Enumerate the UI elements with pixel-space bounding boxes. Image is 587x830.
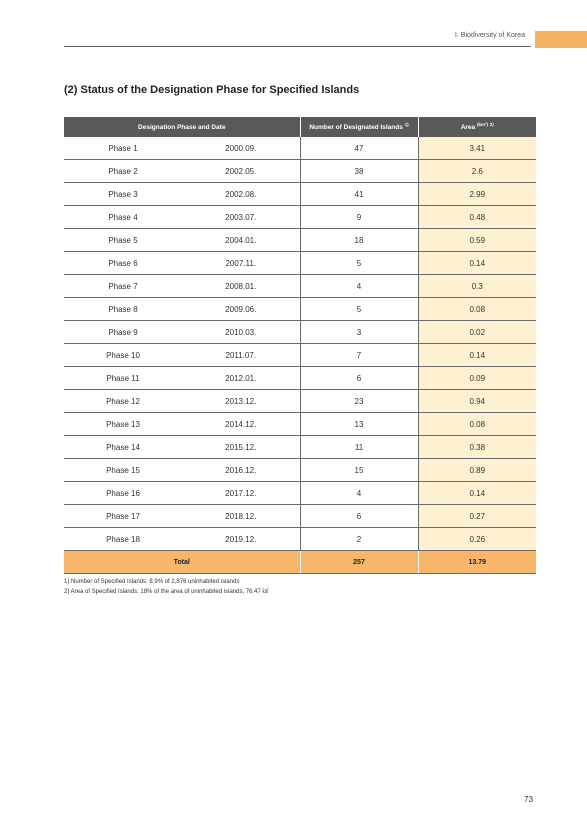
header-area-label: Area	[460, 124, 476, 132]
table-row	[64, 229, 536, 252]
cell-date: 2012.01.	[182, 367, 300, 390]
header-phase-date	[64, 117, 300, 137]
cell-count: 7	[300, 344, 418, 367]
footnote-1: 1) Number of Specified Islands: 8.9% of 2,876 uninhabited islands	[64, 579, 240, 585]
cell-date: 2016.12.	[182, 459, 300, 482]
cell-count: 3	[300, 321, 418, 344]
cell-area: 0.27	[418, 505, 536, 528]
cell-count: 11	[300, 436, 418, 459]
cell-date: 2007.11.	[182, 252, 300, 275]
cell-phase: Phase 14	[64, 436, 182, 459]
cell-area: 0.89	[418, 459, 536, 482]
cell-phase: Phase 16	[64, 482, 182, 505]
cell-count: 38	[300, 160, 418, 183]
footnotes	[64, 577, 268, 597]
designation-table	[64, 117, 536, 574]
chapter-tab-marker	[535, 31, 587, 48]
header-count	[300, 117, 418, 137]
cell-area: 0.26	[418, 528, 536, 551]
table-row	[64, 459, 536, 482]
cell-phase: Phase 1	[64, 137, 182, 160]
table-row	[64, 321, 536, 344]
cell-count: 6	[300, 367, 418, 390]
cell-date: 2013.12.	[182, 390, 300, 413]
cell-count: 47	[300, 137, 418, 160]
cell-area: 0.08	[418, 298, 536, 321]
cell-date: 2018.12.	[182, 505, 300, 528]
cell-phase: Phase 15	[64, 459, 182, 482]
section-title: (2) Status of the Designation Phase for Specified Islands	[64, 84, 360, 96]
header-count-label: Number of Designated Islands	[309, 124, 403, 132]
cell-phase: Phase 9	[64, 321, 182, 344]
cell-area: 0.94	[418, 390, 536, 413]
header-count-note: 1)	[404, 122, 409, 128]
cell-area: 0.14	[418, 482, 536, 505]
cell-phase: Phase 5	[64, 229, 182, 252]
cell-phase: Phase 10	[64, 344, 182, 367]
cell-area: 0.38	[418, 436, 536, 459]
table-row	[64, 298, 536, 321]
cell-phase: Phase 7	[64, 275, 182, 298]
table-row	[64, 505, 536, 528]
header-area	[418, 117, 536, 137]
cell-phase: Phase 4	[64, 206, 182, 229]
header-phase-date-label: Designation Phase and Date	[138, 123, 226, 131]
header-area-unit: (km²)	[476, 122, 488, 128]
cell-count: 41	[300, 183, 418, 206]
cell-area: 0.09	[418, 367, 536, 390]
cell-area: 0.3	[418, 275, 536, 298]
total-count: 257	[300, 551, 418, 574]
cell-area: 2.99	[418, 183, 536, 206]
cell-date: 2017.12.	[182, 482, 300, 505]
cell-date: 2002.08.	[182, 183, 300, 206]
cell-phase: Phase 18	[64, 528, 182, 551]
cell-count: 4	[300, 482, 418, 505]
footnote-2: 2) Area of Specified Islands: 18% of the area of uninhabited islands, 76.47 ㎢	[64, 589, 269, 595]
cell-date: 2008.01.	[182, 275, 300, 298]
total-label: Total	[64, 551, 300, 574]
cell-phase: Phase 6	[64, 252, 182, 275]
table-row	[64, 482, 536, 505]
cell-count: 5	[300, 298, 418, 321]
table-row	[64, 137, 536, 160]
cell-phase: Phase 8	[64, 298, 182, 321]
total-row	[64, 551, 536, 574]
cell-area: 2.6	[418, 160, 536, 183]
table-header-row	[64, 117, 536, 137]
cell-date: 2004.01.	[182, 229, 300, 252]
table-row	[64, 252, 536, 275]
cell-area: 3.41	[418, 137, 536, 160]
table-row	[64, 206, 536, 229]
cell-phase: Phase 2	[64, 160, 182, 183]
table-row	[64, 160, 536, 183]
table-row	[64, 390, 536, 413]
cell-date: 2002.05.	[182, 160, 300, 183]
cell-date: 2009.06.	[182, 298, 300, 321]
table-row	[64, 183, 536, 206]
header-area-note: 2)	[489, 122, 494, 128]
cell-count: 9	[300, 206, 418, 229]
table-row	[64, 436, 536, 459]
cell-phase: Phase 11	[64, 367, 182, 390]
page-number: 73	[524, 795, 533, 804]
table-row	[64, 528, 536, 551]
cell-area: 0.48	[418, 206, 536, 229]
cell-date: 2011.07.	[182, 344, 300, 367]
cell-area: 0.08	[418, 413, 536, 436]
total-area: 13.79	[418, 551, 536, 574]
cell-phase: Phase 12	[64, 390, 182, 413]
cell-count: 23	[300, 390, 418, 413]
cell-count: 5	[300, 252, 418, 275]
cell-phase: Phase 17	[64, 505, 182, 528]
cell-area: 0.59	[418, 229, 536, 252]
table-row	[64, 367, 536, 390]
cell-area: 0.14	[418, 344, 536, 367]
cell-date: 2000.09.	[182, 137, 300, 160]
table-row	[64, 413, 536, 436]
cell-phase: Phase 13	[64, 413, 182, 436]
cell-count: 6	[300, 505, 418, 528]
cell-count: 18	[300, 229, 418, 252]
cell-phase: Phase 3	[64, 183, 182, 206]
cell-count: 4	[300, 275, 418, 298]
cell-date: 2019.12.	[182, 528, 300, 551]
cell-count: 2	[300, 528, 418, 551]
cell-count: 15	[300, 459, 418, 482]
cell-date: 2010.03.	[182, 321, 300, 344]
cell-date: 2003.07.	[182, 206, 300, 229]
header-divider	[64, 46, 531, 47]
table-row	[64, 275, 536, 298]
table-row	[64, 344, 536, 367]
chapter-header: Ⅰ. Biodiversity of Korea	[454, 32, 525, 39]
cell-area: 0.14	[418, 252, 536, 275]
cell-date: 2015.12.	[182, 436, 300, 459]
cell-date: 2014.12.	[182, 413, 300, 436]
cell-count: 13	[300, 413, 418, 436]
cell-area: 0.02	[418, 321, 536, 344]
